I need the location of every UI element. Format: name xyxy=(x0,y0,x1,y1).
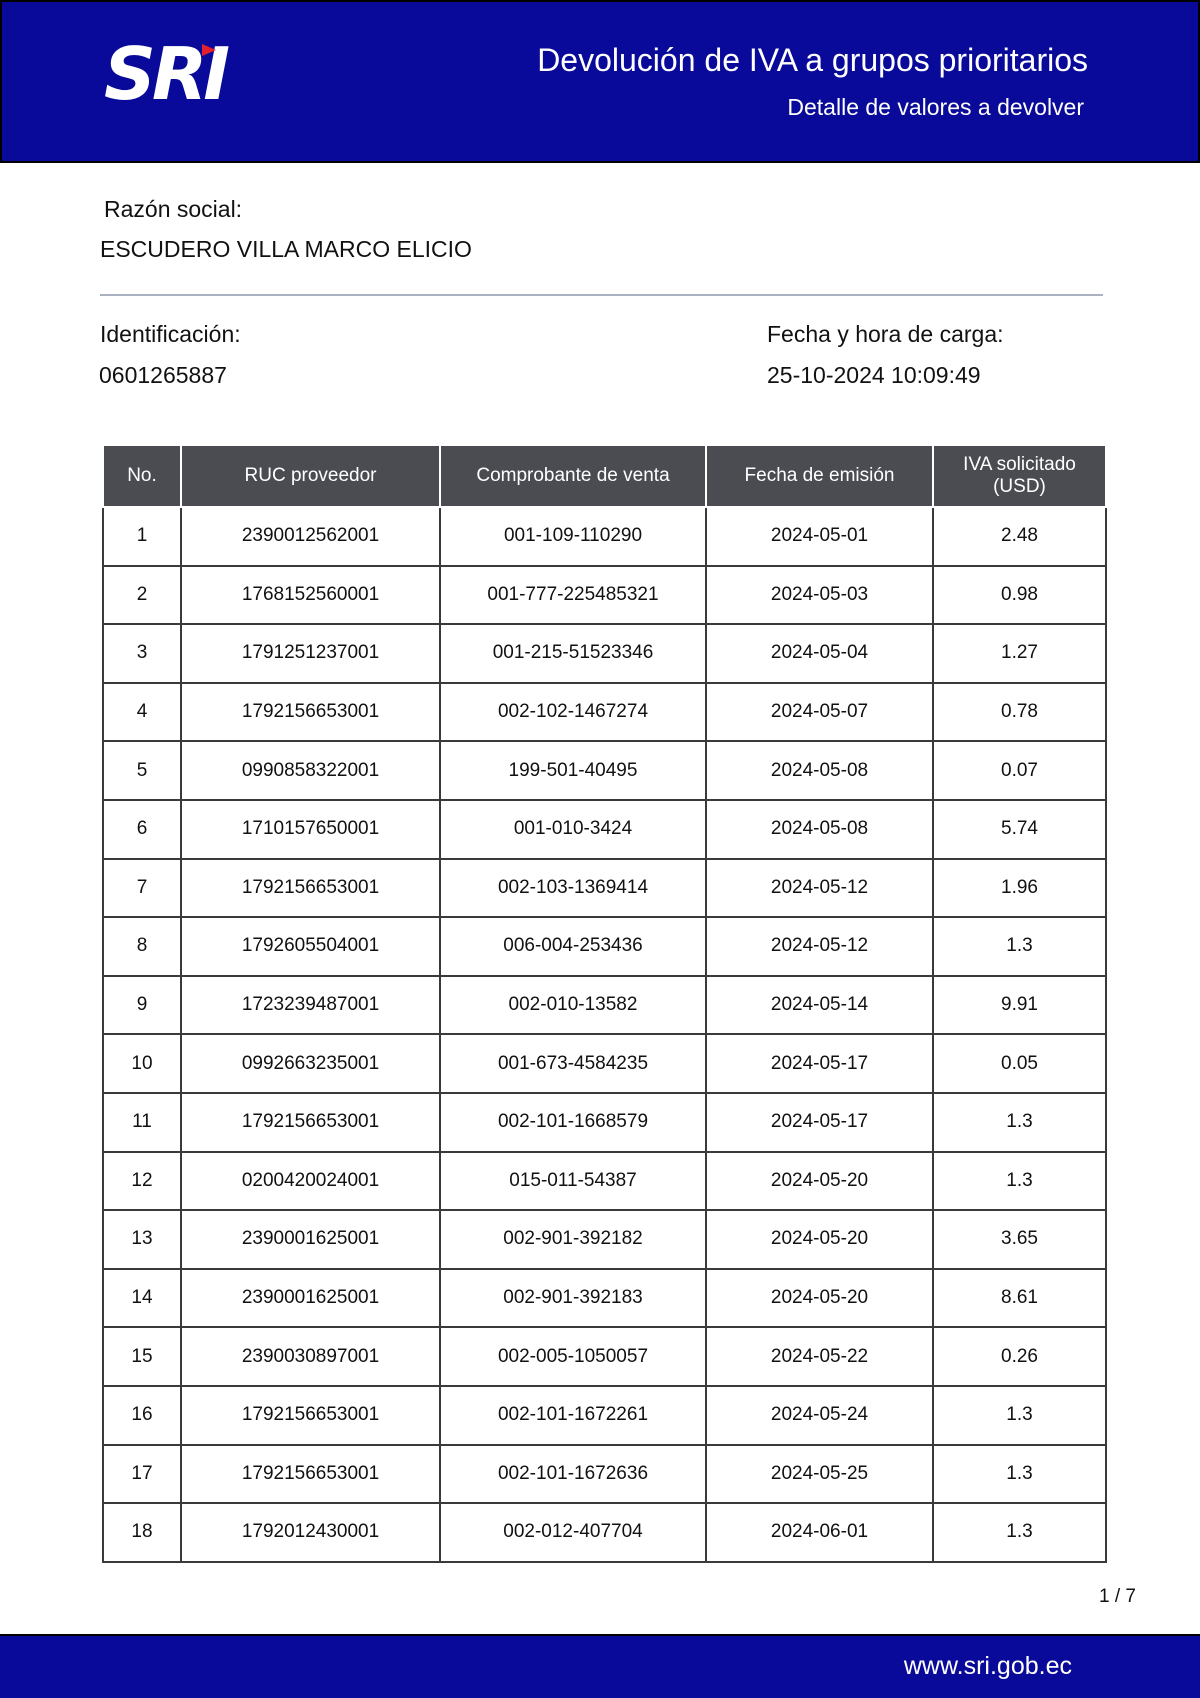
cell-comprobante: 002-102-1467274 xyxy=(440,683,706,742)
cell-ruc-proveedor: 1710157650001 xyxy=(181,800,440,859)
cell-ruc-proveedor: 2390030897001 xyxy=(181,1327,440,1386)
fecha-carga-value: 25-10-2024 10:09:49 xyxy=(767,362,981,388)
table-row xyxy=(103,1386,1106,1445)
table-row xyxy=(103,566,1106,625)
cell-ruc-proveedor: 1791251237001 xyxy=(181,624,440,683)
cell-fecha-emision: 2024-05-03 xyxy=(706,566,933,625)
cell-fecha-emision: 2024-05-17 xyxy=(706,1034,933,1093)
section-divider xyxy=(100,294,1103,296)
cell-comprobante: 002-005-1050057 xyxy=(440,1327,706,1386)
cell-no: 3 xyxy=(103,624,181,683)
table-row xyxy=(103,800,1106,859)
page-number: 1 / 7 xyxy=(1099,1586,1136,1607)
col-header-comprobante: Comprobante de venta xyxy=(440,445,706,507)
cell-comprobante: 001-109-110290 xyxy=(440,507,706,566)
cell-no: 18 xyxy=(103,1503,181,1562)
table-row xyxy=(103,917,1106,976)
cell-fecha-emision: 2024-05-08 xyxy=(706,741,933,800)
cell-comprobante: 002-010-13582 xyxy=(440,976,706,1035)
cell-iva-solicitado: 9.91 xyxy=(933,976,1106,1035)
cell-iva-solicitado: 0.26 xyxy=(933,1327,1106,1386)
cell-ruc-proveedor: 0990858322001 xyxy=(181,741,440,800)
cell-iva-solicitado: 2.48 xyxy=(933,507,1106,566)
cell-comprobante: 001-215-51523346 xyxy=(440,624,706,683)
col-header-fecha-emision: Fecha de emisión xyxy=(706,445,933,507)
col-header-no: No. xyxy=(103,445,181,507)
table-row xyxy=(103,507,1106,566)
cell-comprobante: 001-777-225485321 xyxy=(440,566,706,625)
razon-social-label: Razón social: xyxy=(104,196,243,222)
table-header-row xyxy=(103,445,1106,507)
cell-comprobante: 001-673-4584235 xyxy=(440,1034,706,1093)
cell-no: 16 xyxy=(103,1386,181,1445)
logo-text: SRI xyxy=(104,32,227,116)
cell-fecha-emision: 2024-05-25 xyxy=(706,1445,933,1504)
cell-fecha-emision: 2024-05-07 xyxy=(706,683,933,742)
cell-no: 11 xyxy=(103,1093,181,1152)
cell-comprobante: 015-011-54387 xyxy=(440,1152,706,1211)
cell-ruc-proveedor: 1792156653001 xyxy=(181,683,440,742)
table-row xyxy=(103,1210,1106,1269)
cell-no: 6 xyxy=(103,800,181,859)
cell-comprobante: 199-501-40495 xyxy=(440,741,706,800)
table-row xyxy=(103,859,1106,918)
cell-fecha-emision: 2024-05-14 xyxy=(706,976,933,1035)
cell-no: 1 xyxy=(103,507,181,566)
cell-ruc-proveedor: 2390001625001 xyxy=(181,1269,440,1328)
cell-fecha-emision: 2024-05-20 xyxy=(706,1152,933,1211)
table-row xyxy=(103,683,1106,742)
document-subtitle: Detalle de valores a devolver xyxy=(787,94,1084,120)
cell-iva-solicitado: 1.3 xyxy=(933,1503,1106,1562)
cell-comprobante: 002-101-1668579 xyxy=(440,1093,706,1152)
cell-ruc-proveedor: 1768152560001 xyxy=(181,566,440,625)
cell-comprobante: 002-101-1672636 xyxy=(440,1445,706,1504)
cell-no: 14 xyxy=(103,1269,181,1328)
logo-flag-icon xyxy=(202,44,216,56)
cell-iva-solicitado: 0.05 xyxy=(933,1034,1106,1093)
col-header-ruc-proveedor: RUC proveedor xyxy=(181,445,440,507)
cell-fecha-emision: 2024-05-20 xyxy=(706,1269,933,1328)
table-row xyxy=(103,1034,1106,1093)
cell-no: 8 xyxy=(103,917,181,976)
cell-comprobante: 002-103-1369414 xyxy=(440,859,706,918)
cell-iva-solicitado: 1.27 xyxy=(933,624,1106,683)
cell-no: 2 xyxy=(103,566,181,625)
table-row xyxy=(103,976,1106,1035)
cell-no: 10 xyxy=(103,1034,181,1093)
sri-logo xyxy=(104,32,227,116)
cell-fecha-emision: 2024-05-17 xyxy=(706,1093,933,1152)
cell-iva-solicitado: 1.3 xyxy=(933,1386,1106,1445)
cell-ruc-proveedor: 1792605504001 xyxy=(181,917,440,976)
cell-no: 17 xyxy=(103,1445,181,1504)
cell-ruc-proveedor: 2390012562001 xyxy=(181,507,440,566)
cell-comprobante: 002-101-1672261 xyxy=(440,1386,706,1445)
cell-fecha-emision: 2024-05-20 xyxy=(706,1210,933,1269)
cell-iva-solicitado: 0.78 xyxy=(933,683,1106,742)
cell-iva-solicitado: 1.3 xyxy=(933,1093,1106,1152)
cell-fecha-emision: 2024-05-24 xyxy=(706,1386,933,1445)
cell-no: 9 xyxy=(103,976,181,1035)
cell-iva-solicitado: 3.65 xyxy=(933,1210,1106,1269)
cell-fecha-emision: 2024-05-08 xyxy=(706,800,933,859)
cell-iva-solicitado: 1.3 xyxy=(933,1152,1106,1211)
cell-ruc-proveedor: 1792156653001 xyxy=(181,1445,440,1504)
page-header xyxy=(0,0,1200,163)
document-title: Devolución de IVA a grupos prioritarios xyxy=(537,42,1088,78)
cell-comprobante: 002-901-392182 xyxy=(440,1210,706,1269)
table-row xyxy=(103,1327,1106,1386)
devolucion-table xyxy=(102,444,1107,1563)
table-row xyxy=(103,1152,1106,1211)
cell-comprobante: 002-901-392183 xyxy=(440,1269,706,1328)
cell-ruc-proveedor: 0992663235001 xyxy=(181,1034,440,1093)
cell-fecha-emision: 2024-06-01 xyxy=(706,1503,933,1562)
cell-ruc-proveedor: 1792012430001 xyxy=(181,1503,440,1562)
cell-iva-solicitado: 8.61 xyxy=(933,1269,1106,1328)
table-row xyxy=(103,1269,1106,1328)
identificacion-label: Identificación: xyxy=(100,321,241,347)
cell-no: 12 xyxy=(103,1152,181,1211)
col-header-iva-solicitado: IVA solicitado (USD) xyxy=(933,445,1106,507)
razon-social-value: ESCUDERO VILLA MARCO ELICIO xyxy=(100,236,472,262)
cell-ruc-proveedor: 2390001625001 xyxy=(181,1210,440,1269)
cell-no: 7 xyxy=(103,859,181,918)
cell-iva-solicitado: 1.96 xyxy=(933,859,1106,918)
table-row xyxy=(103,741,1106,800)
cell-no: 15 xyxy=(103,1327,181,1386)
cell-iva-solicitado: 1.3 xyxy=(933,1445,1106,1504)
footer-url: www.sri.gob.ec xyxy=(903,1652,1072,1680)
cell-iva-solicitado: 0.98 xyxy=(933,566,1106,625)
table-row xyxy=(103,1503,1106,1562)
table-row xyxy=(103,1445,1106,1504)
cell-iva-solicitado: 1.3 xyxy=(933,917,1106,976)
cell-comprobante: 002-012-407704 xyxy=(440,1503,706,1562)
cell-ruc-proveedor: 1792156653001 xyxy=(181,1386,440,1445)
cell-ruc-proveedor: 0200420024001 xyxy=(181,1152,440,1211)
identificacion-value: 0601265887 xyxy=(99,362,227,388)
cell-iva-solicitado: 5.74 xyxy=(933,800,1106,859)
cell-no: 4 xyxy=(103,683,181,742)
cell-no: 5 xyxy=(103,741,181,800)
cell-ruc-proveedor: 1723239487001 xyxy=(181,976,440,1035)
cell-comprobante: 006-004-253436 xyxy=(440,917,706,976)
table-row xyxy=(103,624,1106,683)
cell-comprobante: 001-010-3424 xyxy=(440,800,706,859)
cell-fecha-emision: 2024-05-22 xyxy=(706,1327,933,1386)
table-row xyxy=(103,1093,1106,1152)
page-footer xyxy=(0,1634,1200,1698)
cell-iva-solicitado: 0.07 xyxy=(933,741,1106,800)
cell-fecha-emision: 2024-05-12 xyxy=(706,917,933,976)
cell-no: 13 xyxy=(103,1210,181,1269)
cell-fecha-emision: 2024-05-04 xyxy=(706,624,933,683)
cell-ruc-proveedor: 1792156653001 xyxy=(181,1093,440,1152)
cell-ruc-proveedor: 1792156653001 xyxy=(181,859,440,918)
cell-fecha-emision: 2024-05-12 xyxy=(706,859,933,918)
fecha-carga-label: Fecha y hora de carga: xyxy=(767,321,1004,347)
cell-fecha-emision: 2024-05-01 xyxy=(706,507,933,566)
